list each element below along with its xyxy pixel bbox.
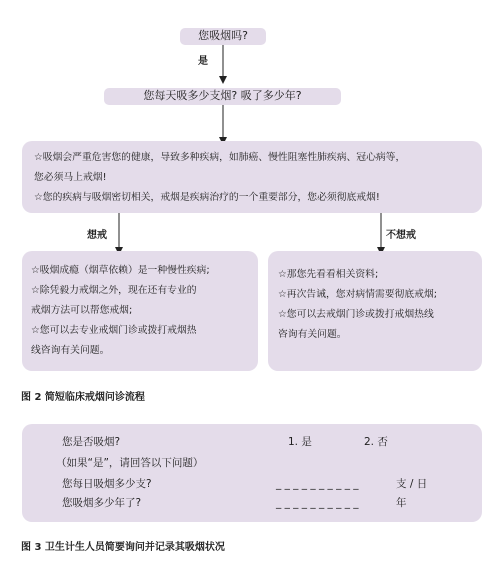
option-no: 2. 否 xyxy=(364,436,388,448)
warning-line: ☆您的疾病与吸烟密切相关，戒烟是疾病治疗的一个重要部分，您必须彻底戒烟! xyxy=(34,192,380,203)
no-want-line: ☆您可以去戒烟门诊或拨打戒烟热线 xyxy=(278,309,434,320)
want-line: 线咨询有关问题。 xyxy=(31,345,110,356)
daily-amount-unit: 支 / 日 xyxy=(396,478,428,490)
want-line: ☆您可以去专业戒烟门诊或拨打戒烟热 xyxy=(31,325,197,336)
option-yes: 1. 是 xyxy=(288,436,312,448)
years-question: 您吸烟多少年了? xyxy=(62,497,142,509)
no-want-line: ☆再次告诫，您对病情需要彻底戒烟; xyxy=(278,289,438,300)
want-line: 戒烟方法可以帮您戒烟; xyxy=(31,305,133,316)
want-quit-box xyxy=(22,251,258,371)
not-want-quit-box xyxy=(268,251,482,371)
warning-box xyxy=(22,141,482,213)
warning-line: ☆吸烟会严重危害您的健康，导致多种疾病，如肺癌、慢性阻塞性肺疾病、冠心病等， xyxy=(34,152,406,163)
want-line: ☆除凭毅力戒烟之外，现在还有专业的 xyxy=(31,285,197,296)
figure2-caption: 图 2 简短临床戒烟问诊流程 xyxy=(21,392,145,403)
question-amount-text: 您每天吸多少支烟? 吸了多少年? xyxy=(143,89,302,102)
question-smoke-box xyxy=(180,28,266,45)
daily-amount-blank: _ _ _ _ _ _ _ _ _ _ xyxy=(276,478,359,490)
daily-amount-question: 您每日吸烟多少支? xyxy=(62,478,152,490)
want-line: ☆吸烟成瘾（烟草依赖）是一种慢性疾病; xyxy=(31,265,210,276)
conditional-note: （如果“是”，请回答以下问题） xyxy=(56,457,204,469)
not-want-quit-label: 不想戒 xyxy=(386,230,416,241)
years-blank: _ _ _ _ _ _ _ _ _ _ xyxy=(276,497,359,509)
no-want-line: 咨询有关问题。 xyxy=(278,329,347,340)
smoke-question: 您是否吸烟? xyxy=(62,436,121,448)
question-amount-box xyxy=(104,88,341,105)
yes-label: 是 xyxy=(198,56,208,67)
want-quit-label: 想戒 xyxy=(87,230,107,241)
years-unit: 年 xyxy=(396,497,407,509)
no-want-line: ☆那您先看看相关资料; xyxy=(278,269,379,280)
warning-line: 您必须马上戒烟! xyxy=(34,172,107,183)
question-smoke-text: 您吸烟吗? xyxy=(198,29,248,42)
figure3-caption: 图 3 卫生计生人员简要询问并记录其吸烟状况 xyxy=(21,542,225,553)
